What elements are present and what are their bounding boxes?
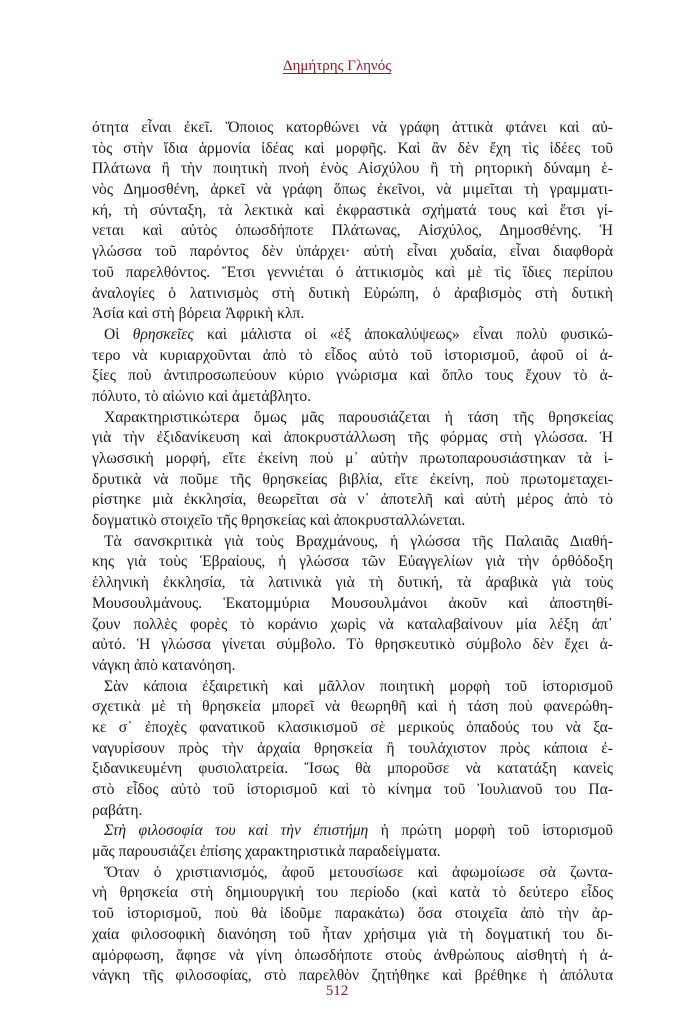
text-line: ότητα εἶναι ἐκεῖ. Ὅποιος κατορθώνει νὰ γράφη ἀττικὰ φτάνει καὶ αὐ- bbox=[92, 119, 613, 136]
text-line: γιὰ τὴν ἐξιδανίκευση καὶ ἀποκρυστάλλωση τῆς φόρμας στὴ γλώσσα. Ἡ bbox=[92, 429, 613, 447]
text-line: ξιδανικευμένη φυσιολατρεία. Ἴσως θὰ μποροῦσε νὰ κατατάξη κανεὶς bbox=[92, 760, 613, 778]
text-line: νεται καὶ αὐτὸς ὁπωσδήποτε Πλάτωνας, Αἰσχύλος, Δημοσθένης. Ἡ bbox=[92, 222, 613, 240]
text-line: κης γιὰ τοὺς Ἑβραίους, ἡ γλώσσα τῶν Εὐαγγελίων γιὰ τὴν ὀρθόδοξη bbox=[92, 553, 613, 571]
text-line: κή, τὴ σύνταξη, τὰ λεκτικὰ καὶ ἐκφραστικὰ σχήματά τους καὶ ἔτσι γί- bbox=[92, 201, 613, 219]
body-text bbox=[92, 118, 613, 987]
paragraph bbox=[92, 325, 613, 408]
text-line: τοῦ παρελθόντος. Ἔτσι γεννιέται ὁ ἀττικισμὸς καὶ μὲ τὶς ἴδιες περίπου bbox=[92, 263, 613, 281]
text-segment: ἡ πρώτη μορφὴ τοῦ ἱστορισμοῦ bbox=[368, 822, 613, 840]
text-line: γλωσσικὴ μορφή, εἴτε ἐκείνη ποὺ μ᾽ αὐτὴν πρωτοπαρουσιάστηκαν τὰ ἱ- bbox=[92, 450, 613, 467]
running-header bbox=[0, 58, 674, 75]
text-segment: καὶ μάλιστα οἱ «ἐξ ἀποκαλύψεως» εἶναι πολὺ φυσικώ- bbox=[193, 325, 613, 343]
text-line: Τὰ σανσκριτικὰ γιὰ τοὺς Βραχμάνους, ἡ γλώσσα τῆς Παλαιᾶς Διαθή- bbox=[104, 532, 613, 550]
text-line: νὴ θρησκεία στὴ δημιουργική του περίοδο (καὶ κατὰ τὸ δεύτερο εἶδος bbox=[92, 884, 613, 902]
page-number: 512 bbox=[325, 983, 349, 999]
paragraph bbox=[92, 408, 613, 532]
paragraph bbox=[92, 821, 613, 862]
text-line: τὸς στὴν ἴδια ἁρμονία ἰδέας καὶ μορφῆς. Καὶ ἂν δὲν ἔχη τὶς ἰδέες τοῦ bbox=[92, 139, 613, 157]
text-line: νάγκη ἀπὸ κατανόηση. bbox=[92, 656, 236, 674]
text-line: μᾶς παρουσιάζει ἐπίσης χαρακτηριστικὰ παραδείγματα. bbox=[92, 843, 441, 861]
text-line: Μουσουλμάνους. Ἑκατομμύρια Μουσουλμάνοι ἀκοῦν καὶ ἀποστηθί- bbox=[92, 594, 613, 612]
text-line: τερο νὰ κυριαρχοῦνται ἀπὸ τὸ εἶδος αὐτὸ τοῦ ἱστορισμοῦ, ἀφοῦ οἱ ἀ- bbox=[92, 346, 613, 364]
italic-phrase: Στὴ φιλοσοφία του καὶ τὴν ἐπιστήμη bbox=[104, 822, 369, 840]
text-line: στὸ εἶδος αὐτὸ τοῦ ἱστορισμοῦ καὶ τὸ κίνημα τοῦ Ἰουλιανοῦ του Πα- bbox=[92, 781, 613, 798]
text-line bbox=[92, 325, 613, 346]
paragraph bbox=[92, 118, 613, 325]
text-line: γλώσσα τοῦ παρόντος δὲν ὑπάρχει· αὐτὴ εἶναι χυδαία, εἶναι διαφθορὰ bbox=[92, 243, 613, 261]
text-line: δρυτικὰ νὰ ποῦμε τῆς θρησκείας βιβλία, εἴτε ἐκείνη, ποὺ πρωτομεταχει- bbox=[92, 470, 613, 488]
text-line: ναγυρίσουν πρὸς τὴν ἀρχαία θρησκεία ἢ τουλάχιστον πρὸς κάποια ἐ- bbox=[92, 739, 613, 757]
paragraph bbox=[92, 532, 613, 677]
text-line: νάγκη τῆς φιλοσοφίας, στὸ παρελθὸν ζητήθηκε καὶ βρέθηκε ἡ ἀπόλυτα bbox=[92, 967, 613, 985]
text-segment: Οἱ bbox=[104, 325, 133, 343]
text-line: αμόρφωση, ἄφησε νὰ γίνη ὁπωσδήποτε στοὺς ἀνθρώπους αἰσθητὴ ἡ ἀ- bbox=[92, 946, 613, 964]
text-line: Χαρακτηριστικώτερα ὅμως μᾶς παρουσιάζεται ἡ τάση τῆς θρησκείας bbox=[104, 408, 613, 426]
text-line: ραβάτη. bbox=[92, 801, 143, 819]
text-line: ἑλληνικὴ ἐκκλησία, τὰ λατινικὰ γιὰ τὴ δυτική, τὰ ἀραβικὰ γιὰ τοὺς bbox=[92, 574, 613, 592]
text-line: ἀναλογίες ὁ λατινισμὸς στὴ δυτικὴ Εὐρώπη, ὁ ἀραβισμὸς στὴ δυτικὴ bbox=[92, 284, 613, 302]
italic-phrase: θρησκεῖες bbox=[132, 325, 194, 343]
text-line: πόλυτο, τὸ αἰώνιο καὶ ἀμετάβλητο. bbox=[92, 387, 312, 405]
text-line: Ἀσία καὶ στὴ βόρεια Ἀφρικὴ κλπ. bbox=[92, 305, 305, 323]
paragraph bbox=[92, 677, 613, 822]
text-line: σχετικὰ μὲ τὴ θρησκεία μπορεῖ νὰ θεωρηθῆ καὶ ἡ τάση ποὺ φανερώθη- bbox=[92, 698, 613, 716]
paragraph bbox=[92, 863, 613, 987]
text-line bbox=[92, 821, 613, 842]
text-line: κε σ᾽ ἐποχὲς φανατικοῦ κλασικισμοῦ σὲ μερικοὺς ὀπαδούς του νὰ ξα- bbox=[92, 718, 613, 736]
text-line: Ὅταν ὁ χριστιανισμός, ἀφοῦ μετουσίωσε καὶ ἀφωμοίωσε σὰ ζωντα- bbox=[104, 863, 613, 881]
text-line: ξίες ποὺ ἀντιπροσωπεύουν κύριο γνώρισμα καὶ ὅπλο τους ἔχουν τὸ ἀ- bbox=[92, 367, 613, 385]
text-line: δογματικὸ στοιχεῖο τῆς θρησκείας καὶ ἀποκρυσταλλώνεται. bbox=[92, 512, 466, 530]
text-line: Πλάτωνα ἢ τὴν ποιητικὴ πνοὴ ἑνὸς Αἰσχύλου ἢ τὴ ρητορικὴ δύναμη ἑ- bbox=[92, 160, 613, 178]
text-line: τοῦ ἱστορισμοῦ, ποὺ θὰ ἰδοῦμε παρακάτω) ὅσα στοιχεῖα ἀπὸ τὴν ἀρ- bbox=[92, 905, 613, 923]
text-line: Σὰν κάποια ἐξαιρετικὴ καὶ μᾶλλον ποιητικὴ μορφὴ τοῦ ἱστορισμοῦ bbox=[104, 677, 613, 695]
text-line: νὸς Δημοσθένη, ἀρκεῖ νὰ γράφη ὅπως ἐκεῖνοι, νὰ μιμεῖται τὴ γραμματι- bbox=[92, 181, 613, 199]
author-name: Δημήτρης Γληνός bbox=[282, 58, 392, 74]
text-line: αὐτό. Ἡ γλώσσα γίνεται σύμβολο. Τὸ θρησκευτικὸ σύμβολο δὲν ἔχει ἀ- bbox=[92, 636, 613, 654]
text-line: χαία φιλοσοφικὴ διανόηση τοῦ ἦταν χρήσιμα γιὰ τὴ δογματική του δι- bbox=[92, 925, 613, 943]
text-line: ζουν πολλὲς φορὲς τὸ κοράνιο χωρὶς νὰ καταλαβαίνουν μία λέξη ἀπ᾽ bbox=[92, 615, 613, 633]
text-line: ρίστηκε μιὰ ἐκκλησία, θεωρεῖται σὰ ν᾽ ἀποτελῆ καὶ αὐτὴ μέρος ἀπὸ τὸ bbox=[92, 491, 613, 509]
